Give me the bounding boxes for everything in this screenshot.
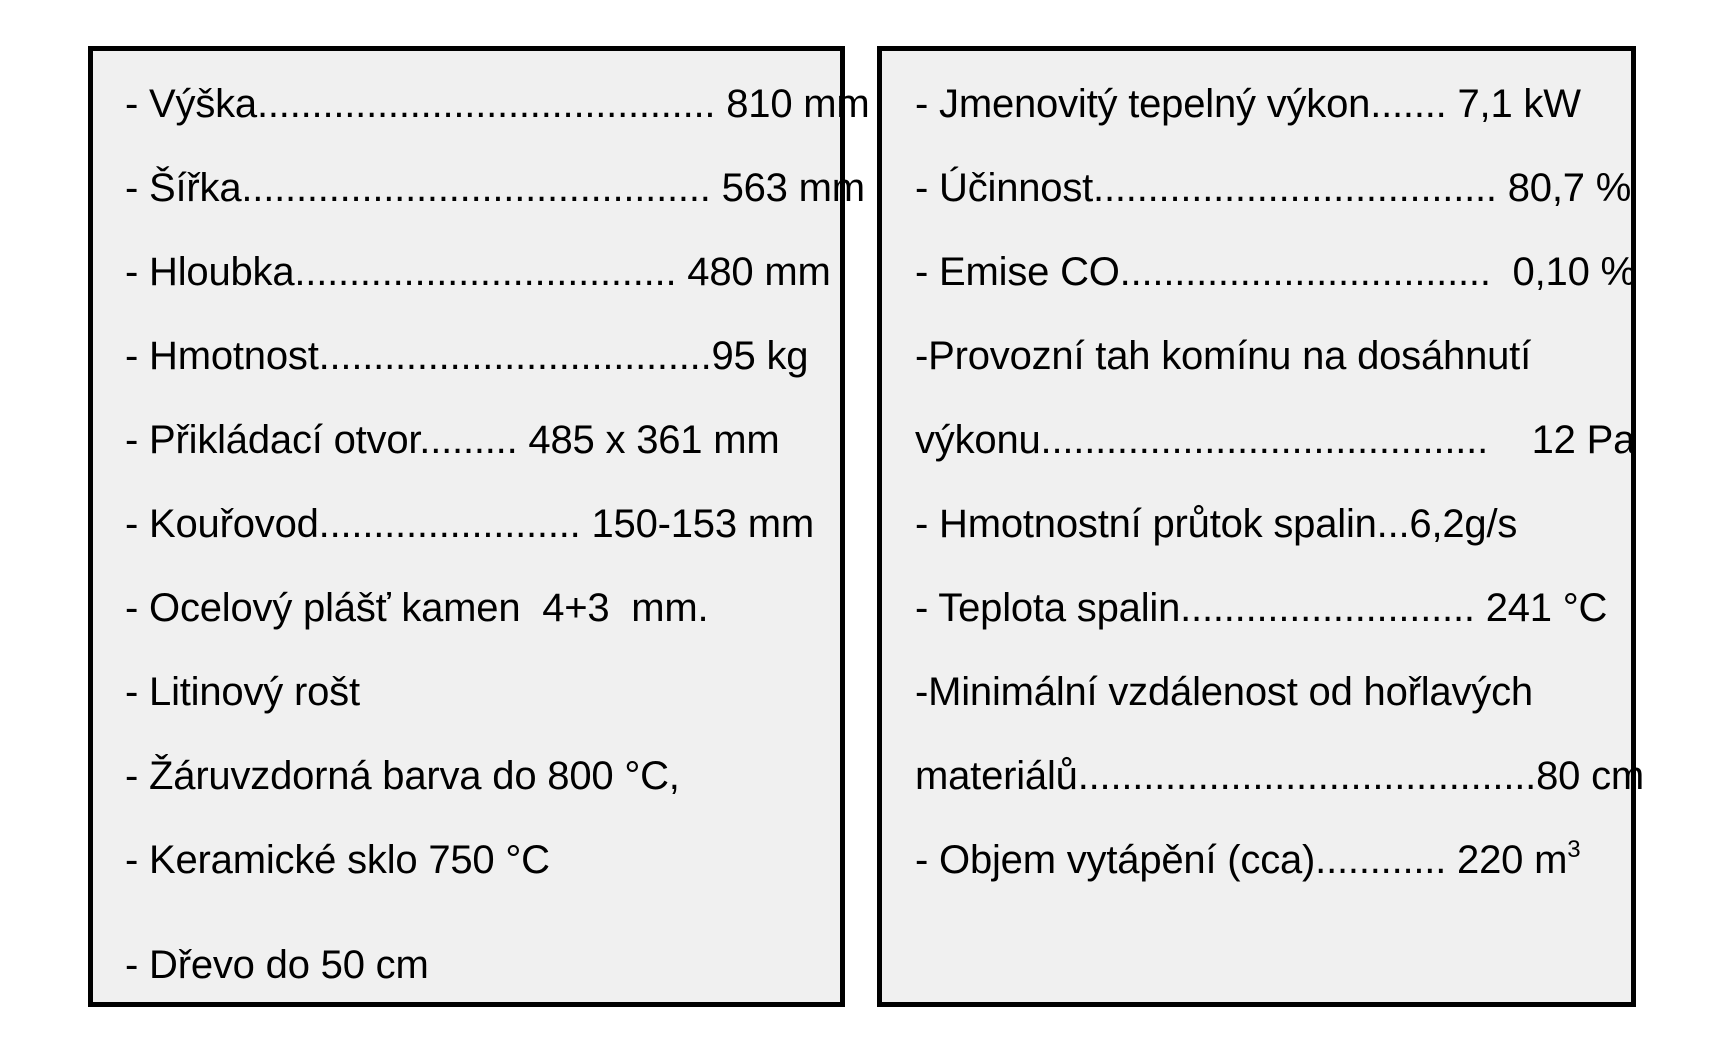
spec-heating-volume-superscript: 3 bbox=[1567, 836, 1581, 863]
spec-cast-iron-grate: - Litinový rošt bbox=[125, 670, 360, 714]
spec-weight: - Hmotnost....................................95 kg bbox=[125, 334, 809, 378]
spec-flue: - Kouřovod........................ 150-153 mm bbox=[125, 502, 815, 546]
spec-flue-gas-mass-flow: - Hmotnostní průtok spalin...6,2g/s bbox=[915, 502, 1518, 546]
spec-heating-volume-text: - Objem vytápění (cca)............ 220 m bbox=[915, 838, 1568, 882]
spec-height: - Výška.......................................... 810 mm bbox=[125, 82, 870, 126]
spec-co-emissions: - Emise CO.................................. 0,10 % bbox=[915, 250, 1636, 294]
spec-heat-resistant-paint: - Žáruvzdorná barva do 800 °C, bbox=[125, 754, 680, 798]
spec-flue-gas-temperature: - Teplota spalin........................... 241 °C bbox=[915, 586, 1608, 630]
spec-min-distance-label: -Minimální vzdálenost od hořlavých bbox=[915, 670, 1533, 714]
specs-panel-left bbox=[88, 46, 870, 1007]
spec-loading-opening: - Přikládací otvor......... 485 x 361 mm bbox=[125, 418, 780, 462]
spec-depth: - Hloubka................................... 480 mm bbox=[125, 250, 831, 294]
spec-efficiency: - Účinnost..................................... 80,7 % bbox=[915, 166, 1632, 210]
specs-panel-right bbox=[877, 46, 1644, 1007]
spec-nominal-output: - Jmenovitý tepelný výkon....... 7,1 kW bbox=[915, 82, 1581, 126]
spec-min-distance-value: materiálů..........................................80 cm bbox=[915, 754, 1644, 798]
spec-chimney-draft-label: -Provozní tah komínu na dosáhnutí bbox=[915, 334, 1531, 378]
spec-steel-casing: - Ocelový plášť kamen 4+3 mm. bbox=[125, 586, 709, 630]
spec-ceramic-glass: - Keramické sklo 750 °C bbox=[125, 838, 550, 882]
spec-wood-length: - Dřevo do 50 cm bbox=[125, 943, 429, 987]
spec-width: - Šířka........................................... 563 mm bbox=[125, 166, 865, 210]
spec-heating-volume bbox=[915, 836, 1580, 884]
spec-chimney-draft-value: výkonu......................................... 12 Pa bbox=[915, 418, 1636, 462]
